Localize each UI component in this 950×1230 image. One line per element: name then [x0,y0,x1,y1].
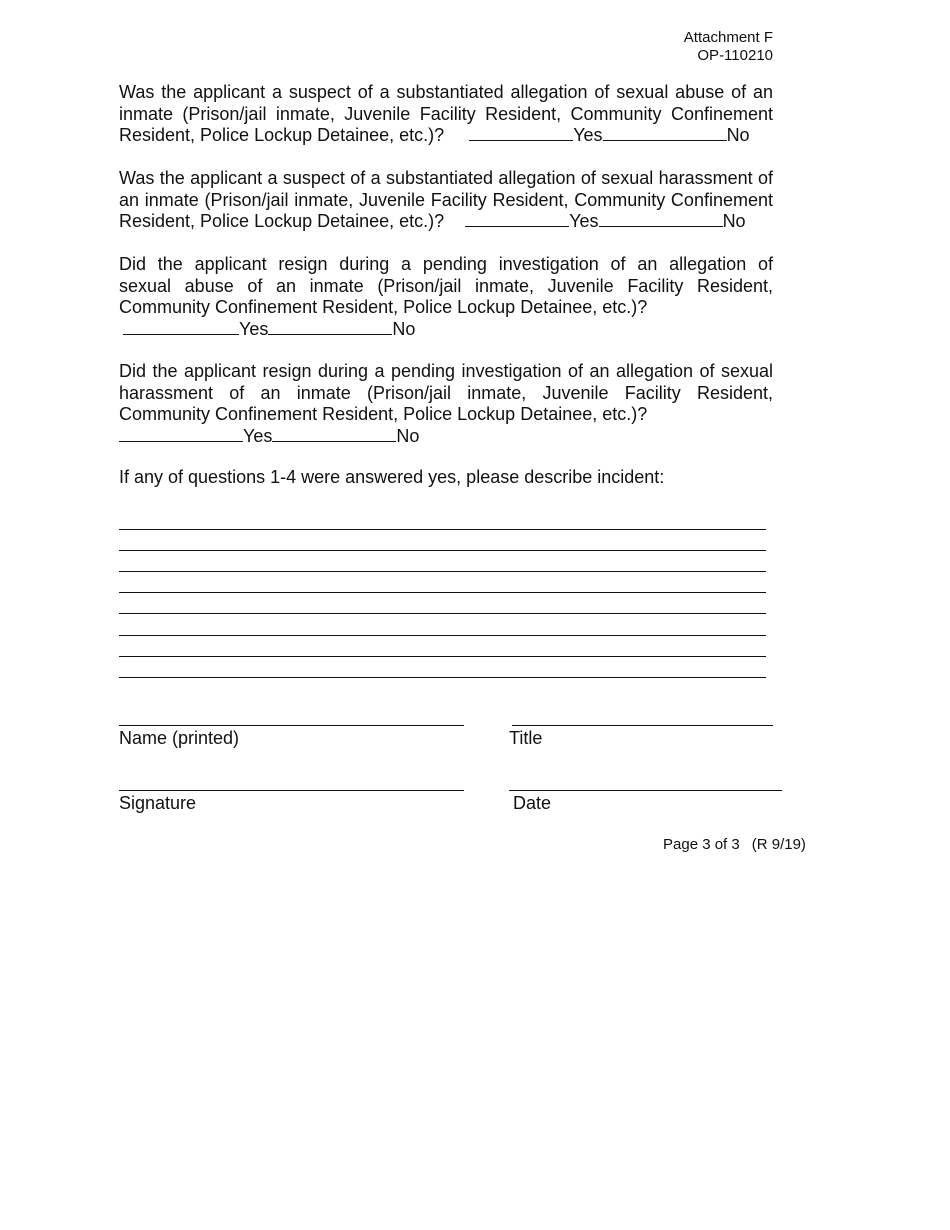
question-2-line-2: an inmate (Prison/jail inmate, Juvenile Facility Resident, Community Confinement [119,189,773,210]
page-footer [663,836,806,853]
question-4-answer-row [119,426,773,448]
question-1 [119,82,773,147]
question-1-yes-label: Yes [573,125,603,145]
incident-description-area[interactable] [119,509,766,678]
question-2-line-3: Resident, Police Lockup Detainee, etc.)? [119,211,445,231]
document-header [684,29,773,65]
question-4-yes-blank[interactable] [119,426,243,442]
question-1-line-1: Was the applicant a suspect of a substantiated allegation of sexual abuse of an [119,82,773,102]
question-2-no-label: No [722,211,746,231]
description-line[interactable] [119,657,766,678]
question-3-line-1: Did the applicant resign during a pending investigation of an allegation of [119,254,773,274]
question-1-line-2: inmate (Prison/jail inmate, Juvenile Facility Resident, Community Confinement [119,103,773,124]
question-4 [119,361,773,447]
name-printed-label: Name (printed) [119,728,240,748]
title-label: Title [509,728,543,748]
name-printed-line[interactable] [119,725,464,726]
title-field [509,725,773,749]
signature-field [119,790,464,814]
signature-label: Signature [119,793,197,813]
question-2-line-1: Was the applicant a suspect of a substantiated allegation of sexual harassment of [119,168,773,188]
description-line[interactable] [119,593,766,614]
question-3-no-label: No [392,318,416,339]
attachment-label: Attachment F [683,29,773,46]
question-4-line-1: Did the applicant resign during a pending investigation of an allegation of sexual [119,361,773,381]
question-1-answer-row [119,125,773,147]
description-line[interactable] [119,530,766,551]
question-2-answer-row [119,211,773,233]
question-3 [119,254,773,340]
question-3-answer-row [119,319,773,341]
question-3-yes-label: Yes [239,318,269,339]
date-field [509,790,782,814]
question-4-yes-label: Yes [243,425,273,446]
description-line[interactable] [119,636,766,657]
question-3-no-blank[interactable] [268,319,392,335]
description-line[interactable] [119,572,766,593]
question-2-yes-blank[interactable] [465,211,569,227]
question-4-no-blank[interactable] [272,426,396,442]
name-printed-field [119,725,464,749]
question-3-line-3: Community Confinement Resident, Police Lockup Detainee, etc.)? [119,297,648,317]
date-label: Date [513,793,552,813]
form-number: OP-110210 [697,47,773,64]
question-1-no-label: No [726,125,750,145]
description-line[interactable] [119,614,766,635]
question-1-yes-blank[interactable] [469,125,573,141]
title-line[interactable] [512,725,773,726]
question-4-no-label: No [396,425,420,446]
describe-incident-prompt: If any of questions 1-4 were answered yes, please describe incident: [119,467,665,487]
question-4-line-2: harassment of an inmate (Prison/jail inmate, Juvenile Facility Resident, [119,382,773,403]
question-3-yes-blank[interactable] [123,319,239,335]
page-number: Page 3 of 3 [663,836,740,853]
description-line[interactable] [119,509,766,530]
question-2-yes-label: Yes [569,211,599,231]
signature-line[interactable] [119,790,464,791]
question-1-line-3: Resident, Police Lockup Detainee, etc.)? [119,125,445,145]
question-4-line-3: Community Confinement Resident, Police Lockup Detainee, etc.)? [119,404,648,424]
description-line[interactable] [119,551,766,572]
question-2 [119,168,773,233]
question-3-line-2: sexual abuse of an inmate (Prison/jail inmate, Juvenile Facility Resident, [119,275,773,296]
question-2-no-blank[interactable] [599,211,723,227]
date-line[interactable] [509,790,782,791]
revision-date: (R 9/19) [751,836,806,853]
question-1-no-blank[interactable] [603,125,727,141]
